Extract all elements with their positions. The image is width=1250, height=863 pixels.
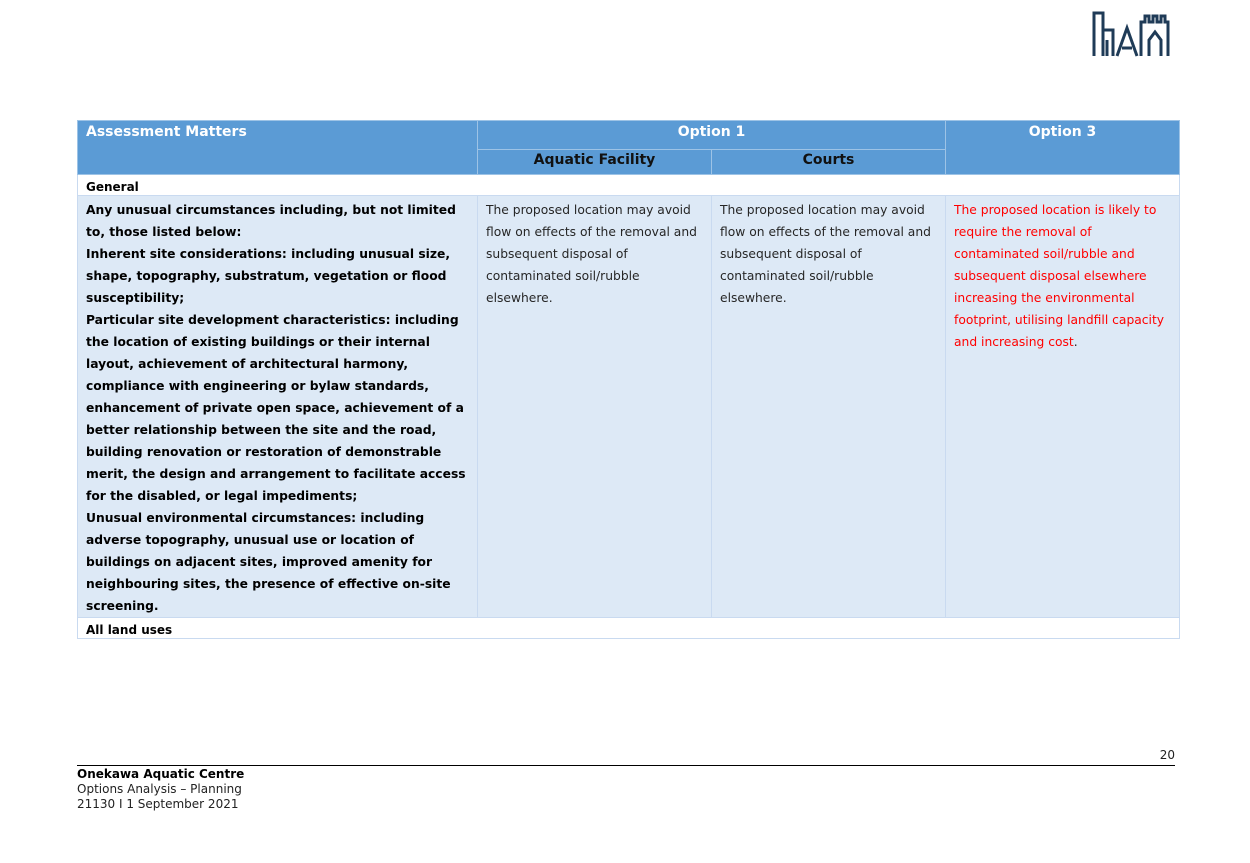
aquatic-facility-cell (478, 196, 712, 618)
footer (77, 767, 244, 812)
assessment-matter-cell (78, 196, 478, 618)
table-row (78, 196, 1180, 618)
assessment-table (77, 120, 1180, 639)
aquatic-facility-text: The proposed location may avoid flow on effects of the removal and subsequent disposal of contaminated soil/rubble elsewhere. (486, 203, 697, 305)
matter-inherent-site: Inherent site considerations: including unusual size, shape, topography, substratum, vegetation or flood susceptibility; (86, 247, 451, 305)
header-courts: Courts (712, 150, 946, 175)
courts-text: The proposed location may avoid flow on effects of the removal and subsequent disposal of contaminated soil/rubble elsewhere. (720, 203, 931, 305)
footer-subtitle: Options Analysis – Planning (77, 782, 242, 796)
header-option-1: Option 1 (478, 121, 946, 150)
matter-environmental: Unusual environmental circumstances: including adverse topography, unusual use or location of buildings on adjacent sites, improved amenity for neighbouring sites, the presence of effective on-site screening. (86, 511, 451, 613)
matter-intro: Any unusual circumstances including, but not limited to, those listed below: (86, 203, 456, 239)
matter-site-development: Particular site development characteristics: including the location of existing buildings or their internal layout, achievement of architectural harmony, compliance with engineering or bylaw standards, enhancement of private open space, achievement of a better relationship between the site and the road, building renovation or restoration of demonstrable merit, the design and arrangement to facilitate access for the disabled, or legal impediments; (86, 313, 466, 503)
option-3-cell (946, 196, 1180, 618)
courts-cell (712, 196, 946, 618)
footer-divider (77, 765, 1175, 766)
header-aquatic-facility: Aquatic Facility (478, 150, 712, 175)
company-logo (1091, 10, 1171, 58)
page-number: 20 (1159, 748, 1175, 762)
option-3-period: . (1073, 335, 1078, 349)
section-all-land-uses: All land uses (78, 618, 1180, 639)
option-3-text: The proposed location is likely to require the removal of contaminated soil/rubble and subsequent disposal elsewhere increasing the environmental footprint, utilising landfill capacity and increasing cost (954, 203, 1165, 349)
footer-title: Onekawa Aquatic Centre (77, 767, 245, 781)
section-general: General (78, 175, 1180, 196)
header-assessment-matters: Assessment Matters (78, 121, 478, 175)
footer-reference: 21130 I 1 September 2021 (77, 797, 239, 811)
header-option-3: Option 3 (946, 121, 1180, 175)
